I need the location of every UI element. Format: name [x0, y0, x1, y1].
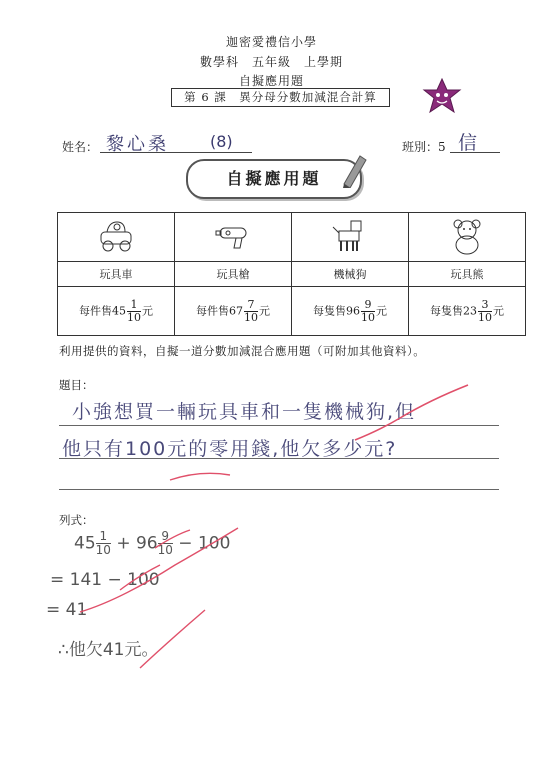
working-line-1	[74, 530, 230, 557]
working-plus: + 96	[116, 533, 158, 554]
question-line-2: 他只有100元的零用錢,他欠多少元?	[62, 438, 398, 460]
working-label: 列式：	[59, 513, 94, 527]
toy-price	[175, 287, 292, 336]
star-sticker-icon	[420, 78, 464, 114]
answer-line	[59, 425, 499, 426]
class-field	[450, 132, 500, 153]
toy-name: 機械狗	[292, 262, 409, 287]
toy-gun-icon	[212, 218, 254, 254]
name-field	[100, 132, 252, 153]
price-whole: 67	[229, 304, 243, 317]
fraction-numerator: 1	[127, 299, 141, 312]
working-line-2: = 141 − 100	[50, 570, 160, 590]
working-line-3: = 41	[46, 600, 88, 620]
toy-name: 玩具熊	[409, 262, 526, 287]
answer-line	[59, 458, 499, 459]
toy-image-cell	[58, 213, 175, 262]
working-fraction	[158, 530, 173, 557]
name-label: 姓名：	[62, 140, 99, 154]
price-unit: 元	[259, 304, 270, 317]
fraction-denominator: 10	[127, 310, 141, 324]
toy-price	[58, 287, 175, 336]
price-unit: 元	[493, 304, 504, 317]
fraction-numerator: 9	[158, 530, 173, 544]
toy-image-cell	[292, 213, 409, 262]
price-whole: 23	[463, 304, 477, 317]
fraction-denominator: 10	[157, 543, 173, 557]
toy-price	[409, 287, 526, 336]
fraction-numerator: 9	[361, 299, 375, 312]
class-value: 信	[458, 132, 478, 154]
question-label: 題目：	[59, 378, 94, 392]
toy-car-icon	[95, 218, 137, 254]
fraction-denominator: 10	[244, 310, 258, 324]
price-prefix: 每件售	[79, 304, 112, 317]
school-name: 迦密愛禮信小學	[225, 35, 317, 49]
working-minus: − 100	[178, 533, 231, 554]
toy-price-table	[57, 212, 526, 336]
toy-price	[292, 287, 409, 336]
fraction-denominator: 10	[95, 543, 111, 557]
working-fraction	[96, 530, 111, 557]
fraction-numerator: 1	[96, 530, 111, 544]
toy-name: 玩具車	[58, 262, 175, 287]
price-unit: 元	[142, 304, 153, 317]
price-prefix: 每隻售	[313, 304, 346, 317]
section-banner: 自擬應用題	[186, 159, 362, 199]
price-whole: 45	[112, 304, 126, 317]
check-mark-icon	[170, 473, 230, 480]
price-fraction	[478, 299, 492, 324]
working-line-4: ∴他欠41元。	[58, 640, 159, 660]
price-fraction	[127, 299, 141, 324]
name-value: 黎心桑	[106, 134, 169, 155]
toy-image-cell	[409, 213, 526, 262]
fraction-numerator: 7	[244, 299, 258, 312]
price-prefix: 每隻售	[430, 304, 463, 317]
price-unit: 元	[376, 304, 387, 317]
student-number: (8)	[210, 132, 233, 151]
fraction-denominator: 10	[361, 310, 375, 324]
lesson-title: 第 6 課 異分母分數加減混合計算	[171, 88, 390, 107]
question-line-1: 小強想買一輛玩具車和一隻機械狗,但	[72, 401, 417, 423]
robot-dog-icon	[329, 217, 371, 255]
toy-name: 玩具槍	[175, 262, 292, 287]
price-fraction	[361, 299, 375, 324]
class-label: 班別：5	[402, 140, 446, 154]
price-fraction	[244, 299, 258, 324]
toy-image-cell	[175, 213, 292, 262]
fraction-denominator: 10	[478, 310, 492, 324]
teddy-bear-icon	[446, 217, 488, 255]
price-prefix: 每件售	[196, 304, 229, 317]
answer-line	[59, 489, 499, 490]
fraction-numerator: 3	[478, 299, 492, 312]
working-whole: 45	[74, 533, 96, 554]
doc-title: 自擬應用題	[238, 74, 304, 88]
instruction-text: 利用提供的資料，自擬一道分數加減混合應用題（可附加其他資料）。	[59, 344, 426, 358]
term-line: 數學科 五年級 上學期	[199, 55, 343, 69]
price-whole: 96	[346, 304, 360, 317]
pencil-icon	[338, 152, 368, 188]
